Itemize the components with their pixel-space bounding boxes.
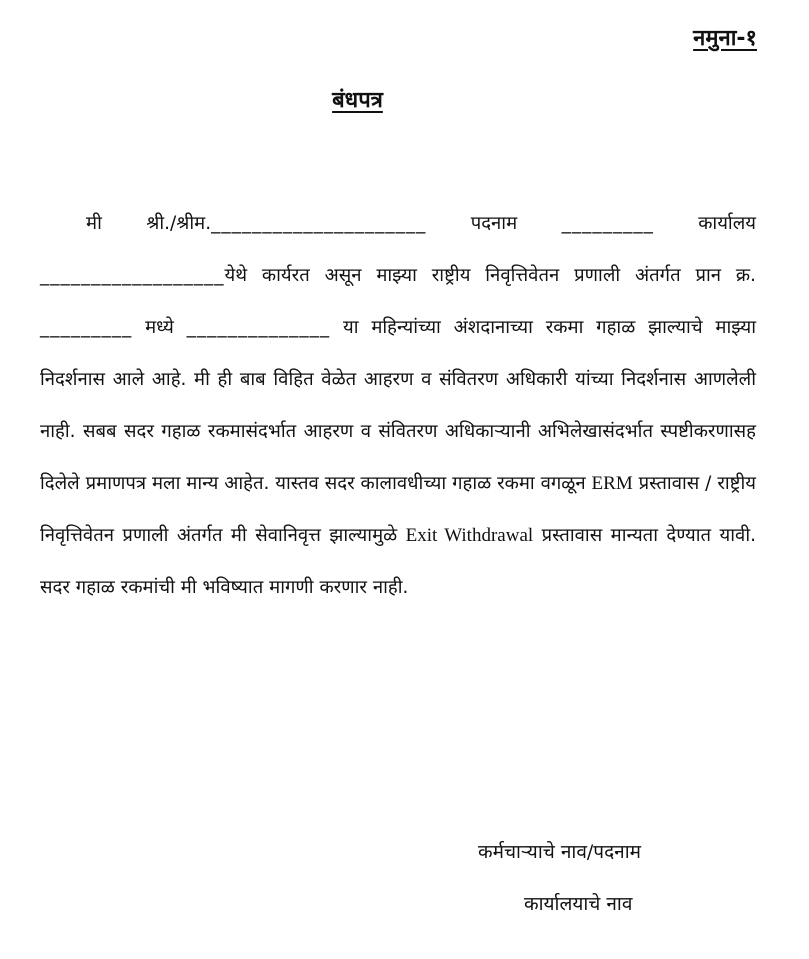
bond-paragraph xyxy=(40,198,756,614)
erm-text: ERM xyxy=(591,473,633,494)
exit-withdrawal-text: Exit Withdrawal xyxy=(405,525,534,546)
designation-blank: _________ xyxy=(561,213,654,234)
office-name: कार्यालयाचे नाव xyxy=(524,893,633,915)
office-label: कार्यालय xyxy=(653,213,756,234)
form-number: नमुना-१ xyxy=(693,26,757,51)
closing-text: प्रस्तावास मान्यता देण्यात यावी. सदर गहाळ रकमांची मी भविष्यात मागणी करणार नाही. xyxy=(40,525,756,598)
designation-label: पदनाम xyxy=(426,213,562,234)
employee-name-designation: कर्मचाऱ्याचे नाव/पदनाम xyxy=(478,841,641,863)
document-title: बंधपत्र xyxy=(332,88,383,113)
missing-amounts-text: या महिन्यांच्या अंशदानाच्या रकमा गहाळ झाल्याचे माझ्या निदर्शनास आले आहे. मी ही बाब विहित वेळेत आहरण व संवितरण अधिकारी यांच्या निदर्शनास आणलेली नाही. सबब सदर गहाळ रकमासंदर्भात आहरण व संवितरण अधिकाऱ्यानी अभिलेखासंदर्भात स्पष्टीकरणासह दिलेले प्रमाणपत्र मला मान्य आहेत. यास्तव सदर कालावधीच्या गहाळ रकमा वगळून xyxy=(40,317,756,494)
pran-blank: _________ xyxy=(40,317,133,338)
proposal-text: प्रस्तावास / राष्ट्रीय निवृत्तिवेतन प्रणाली अंतर्गत मी सेवानिवृत्त झाल्यामुळे xyxy=(40,473,757,546)
in-text: मध्ये xyxy=(132,317,187,338)
name-blank: _____________________ xyxy=(211,213,427,234)
months-blank: ______________ xyxy=(186,317,331,338)
working-text: येथे कार्यरत असून माझ्या राष्ट्रीय निवृत्तिवेतन प्रणाली अंतर्गत प्रान क्र. xyxy=(224,265,756,286)
intro-text: मी श्री./श्रीम. xyxy=(86,213,212,234)
office-blank: __________________ xyxy=(40,265,225,286)
